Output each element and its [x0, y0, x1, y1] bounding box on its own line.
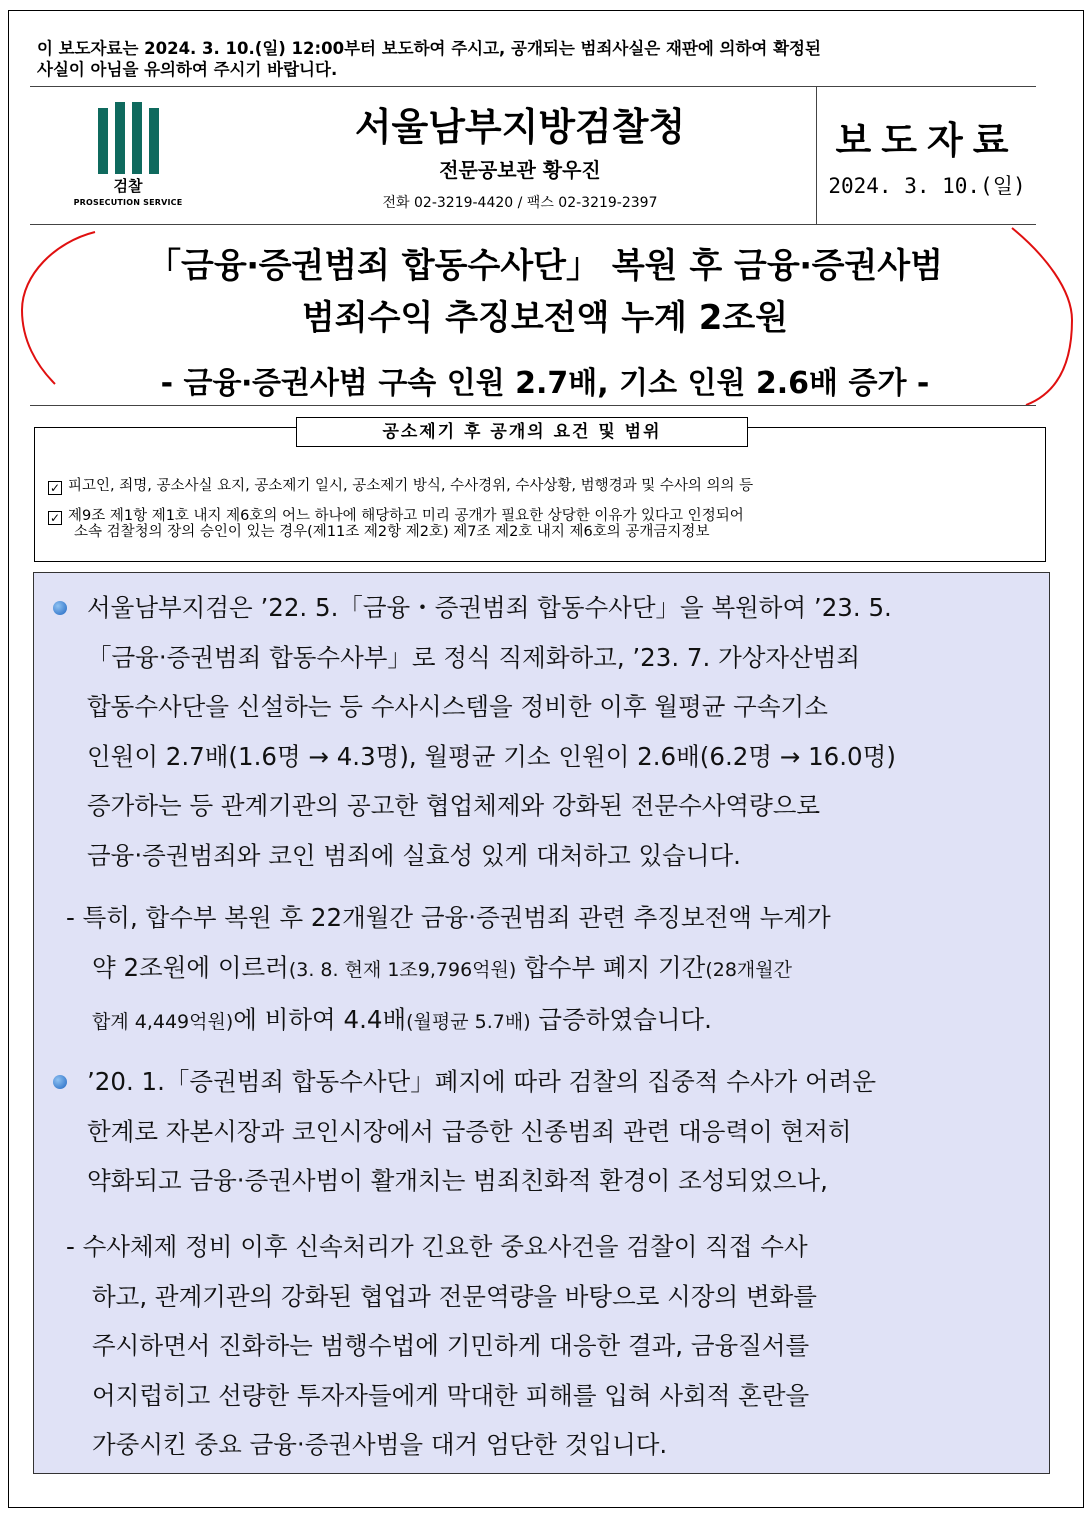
paragraph-2-sub — [66, 1222, 1041, 1470]
embargo-line-2: 사실이 아님을 유의하여 주시기 바랍니다. — [37, 60, 338, 79]
blue-bullet-icon — [53, 601, 67, 615]
divider — [30, 405, 1036, 406]
paragraph-2-line: ’20. 1.「증권범죄 합동수사단」폐지에 따라 검찰의 집중적 수사가 어려운 — [87, 1067, 876, 1096]
blue-bullet-icon — [53, 1075, 67, 1089]
checkbox-checked-icon: ✓ — [49, 511, 61, 525]
sub-line — [66, 943, 1041, 996]
red-annotation-mark — [0, 0, 1092, 420]
logo-korean-text: 검찰 — [113, 177, 143, 195]
checkbox-checked-icon: ✓ — [49, 481, 61, 495]
sub-line: 가중시킨 중요 금융‧증권사범을 대거 엄단한 것입니다. — [92, 1430, 668, 1460]
sub-note: 합계 4,449억원) — [92, 1011, 234, 1034]
sub-line: 하고, 관계기관의 강화된 협업과 전문역량을 바탕으로 시장의 변화를 — [92, 1281, 817, 1311]
agency-name: 서울남부지방검찰청 — [354, 105, 686, 149]
sub-note: (월평균 5.7배) — [406, 1011, 531, 1034]
disclosure-title: 공소제기 후 공개의 요건 및 범위 — [296, 417, 748, 447]
release-date: 2024. 3. 10.(일) — [828, 174, 1026, 198]
paragraph-1-sub — [66, 893, 1041, 1048]
headline-subtitle: - 금융‧증권사범 구속 인원 2.7배, 기소 인원 2.6배 증가 - — [160, 366, 930, 401]
sub-line — [66, 995, 1041, 1048]
sub-text: 합수부 폐지 기간 — [516, 952, 706, 982]
paragraph-2-line: 한계로 자본시장과 코인시장에서 급증한 신종범죄 관련 대응력이 현저히 — [87, 1116, 852, 1146]
sub-note: (3. 8. 현재 1조9,796억원) — [288, 958, 517, 981]
paragraph-1-line: 금융‧증권범죄와 코인 범죄에 실효성 있게 대처하고 있습니다. — [87, 840, 741, 870]
paragraph-1-line: 합동수사단을 신설하는 등 수사시스템을 정비한 이후 월평균 구속기소 — [87, 692, 828, 722]
press-release-label: 보도자료 — [835, 119, 1019, 162]
paragraph-1-line: 인원이 2.7배(1.6명 → 4.3명), 월평균 기소 인원이 2.6배(6.2명 → 16.0명) — [87, 741, 896, 771]
contact-info: 전화 02-3219-4420 / 팩스 02-3219-2397 — [382, 195, 658, 211]
headline-line-2: 범죄수익 추징보전액 누계 2조원 — [301, 298, 789, 338]
paragraph-1-line: 「금융‧증권범죄 합동수사부」로 정식 직제화하고, ’23. 7. 가상자산범죄 — [87, 642, 861, 672]
disclosure-item-1-text: 피고인, 죄명, 공소사실 요지, 공소제기 일시, 공소제기 방식, 수사경위, 수사상황, 범행경과 및 수사의 의의 등 — [68, 478, 754, 494]
sub-text: 급증하였습니다. — [530, 1005, 712, 1035]
sub-text: 에 비하여 4.4배 — [233, 1005, 407, 1035]
paragraph-1-line: 서울남부지검은 ’22. 5.「금융・증권범죄 합동수사단」을 복원하여 ’23. 5. — [87, 593, 892, 622]
paragraph-1 — [87, 583, 1037, 881]
sub-line: 주시하면서 진화하는 범행수법에 기민하게 대응한 결과, 금융질서를 — [92, 1331, 810, 1361]
sub-text: 약 2조원에 이르러 — [92, 952, 289, 982]
disclosure-item-2-text-a: 제9조 제1항 제1호 내지 제6호의 어느 하나에 해당하고 미리 공개가 필요한 상당한 이유가 있다고 인정되어 — [68, 508, 744, 524]
paragraph-2-line: 약화되고 금융‧증권사범이 활개치는 범죄친화적 환경이 조성되었으나, — [87, 1166, 828, 1196]
sub-note: (28개월간 — [705, 958, 792, 981]
embargo-line-1: 이 보도자료는 2024. 3. 10.(일) 12:00부터 보도하여 주시고, 공개되는 범죄사실은 재판에 의하여 확정된 — [37, 39, 821, 58]
headline-line-1: 「금융‧증권범죄 합동수사단」 복원 후 금융‧증권사범 — [147, 246, 943, 286]
disclosure-item-2 — [48, 508, 1043, 525]
paragraph-1-line: 증가하는 등 관계기관의 공고한 협업체제와 강화된 전문수사역량으로 — [87, 791, 821, 821]
disclosure-item-1 — [48, 478, 1043, 495]
sub-line: - 수사체제 정비 이후 신속처리가 긴요한 중요사건을 검찰이 직접 수사 — [66, 1232, 808, 1261]
paragraph-2 — [87, 1057, 1037, 1206]
logo-english-text: PROSECUTION SERVICE — [73, 198, 183, 207]
press-officer: 전문공보관 황우진 — [439, 158, 601, 182]
sub-line: 어지럽히고 선량한 투자자들에게 막대한 피해를 입혀 사회적 혼란을 — [92, 1380, 810, 1410]
sub-line: - 특히, 합수부 복원 후 22개월간 금융‧증권범죄 관련 추징보전액 누계가 — [66, 903, 831, 932]
disclosure-item-2-cont: 소속 검찰청의 장의 승인이 있는 경우(제11조 제2항 제2호) 제7조 제2호 내지 제6호의 공개금지정보 — [74, 524, 710, 540]
